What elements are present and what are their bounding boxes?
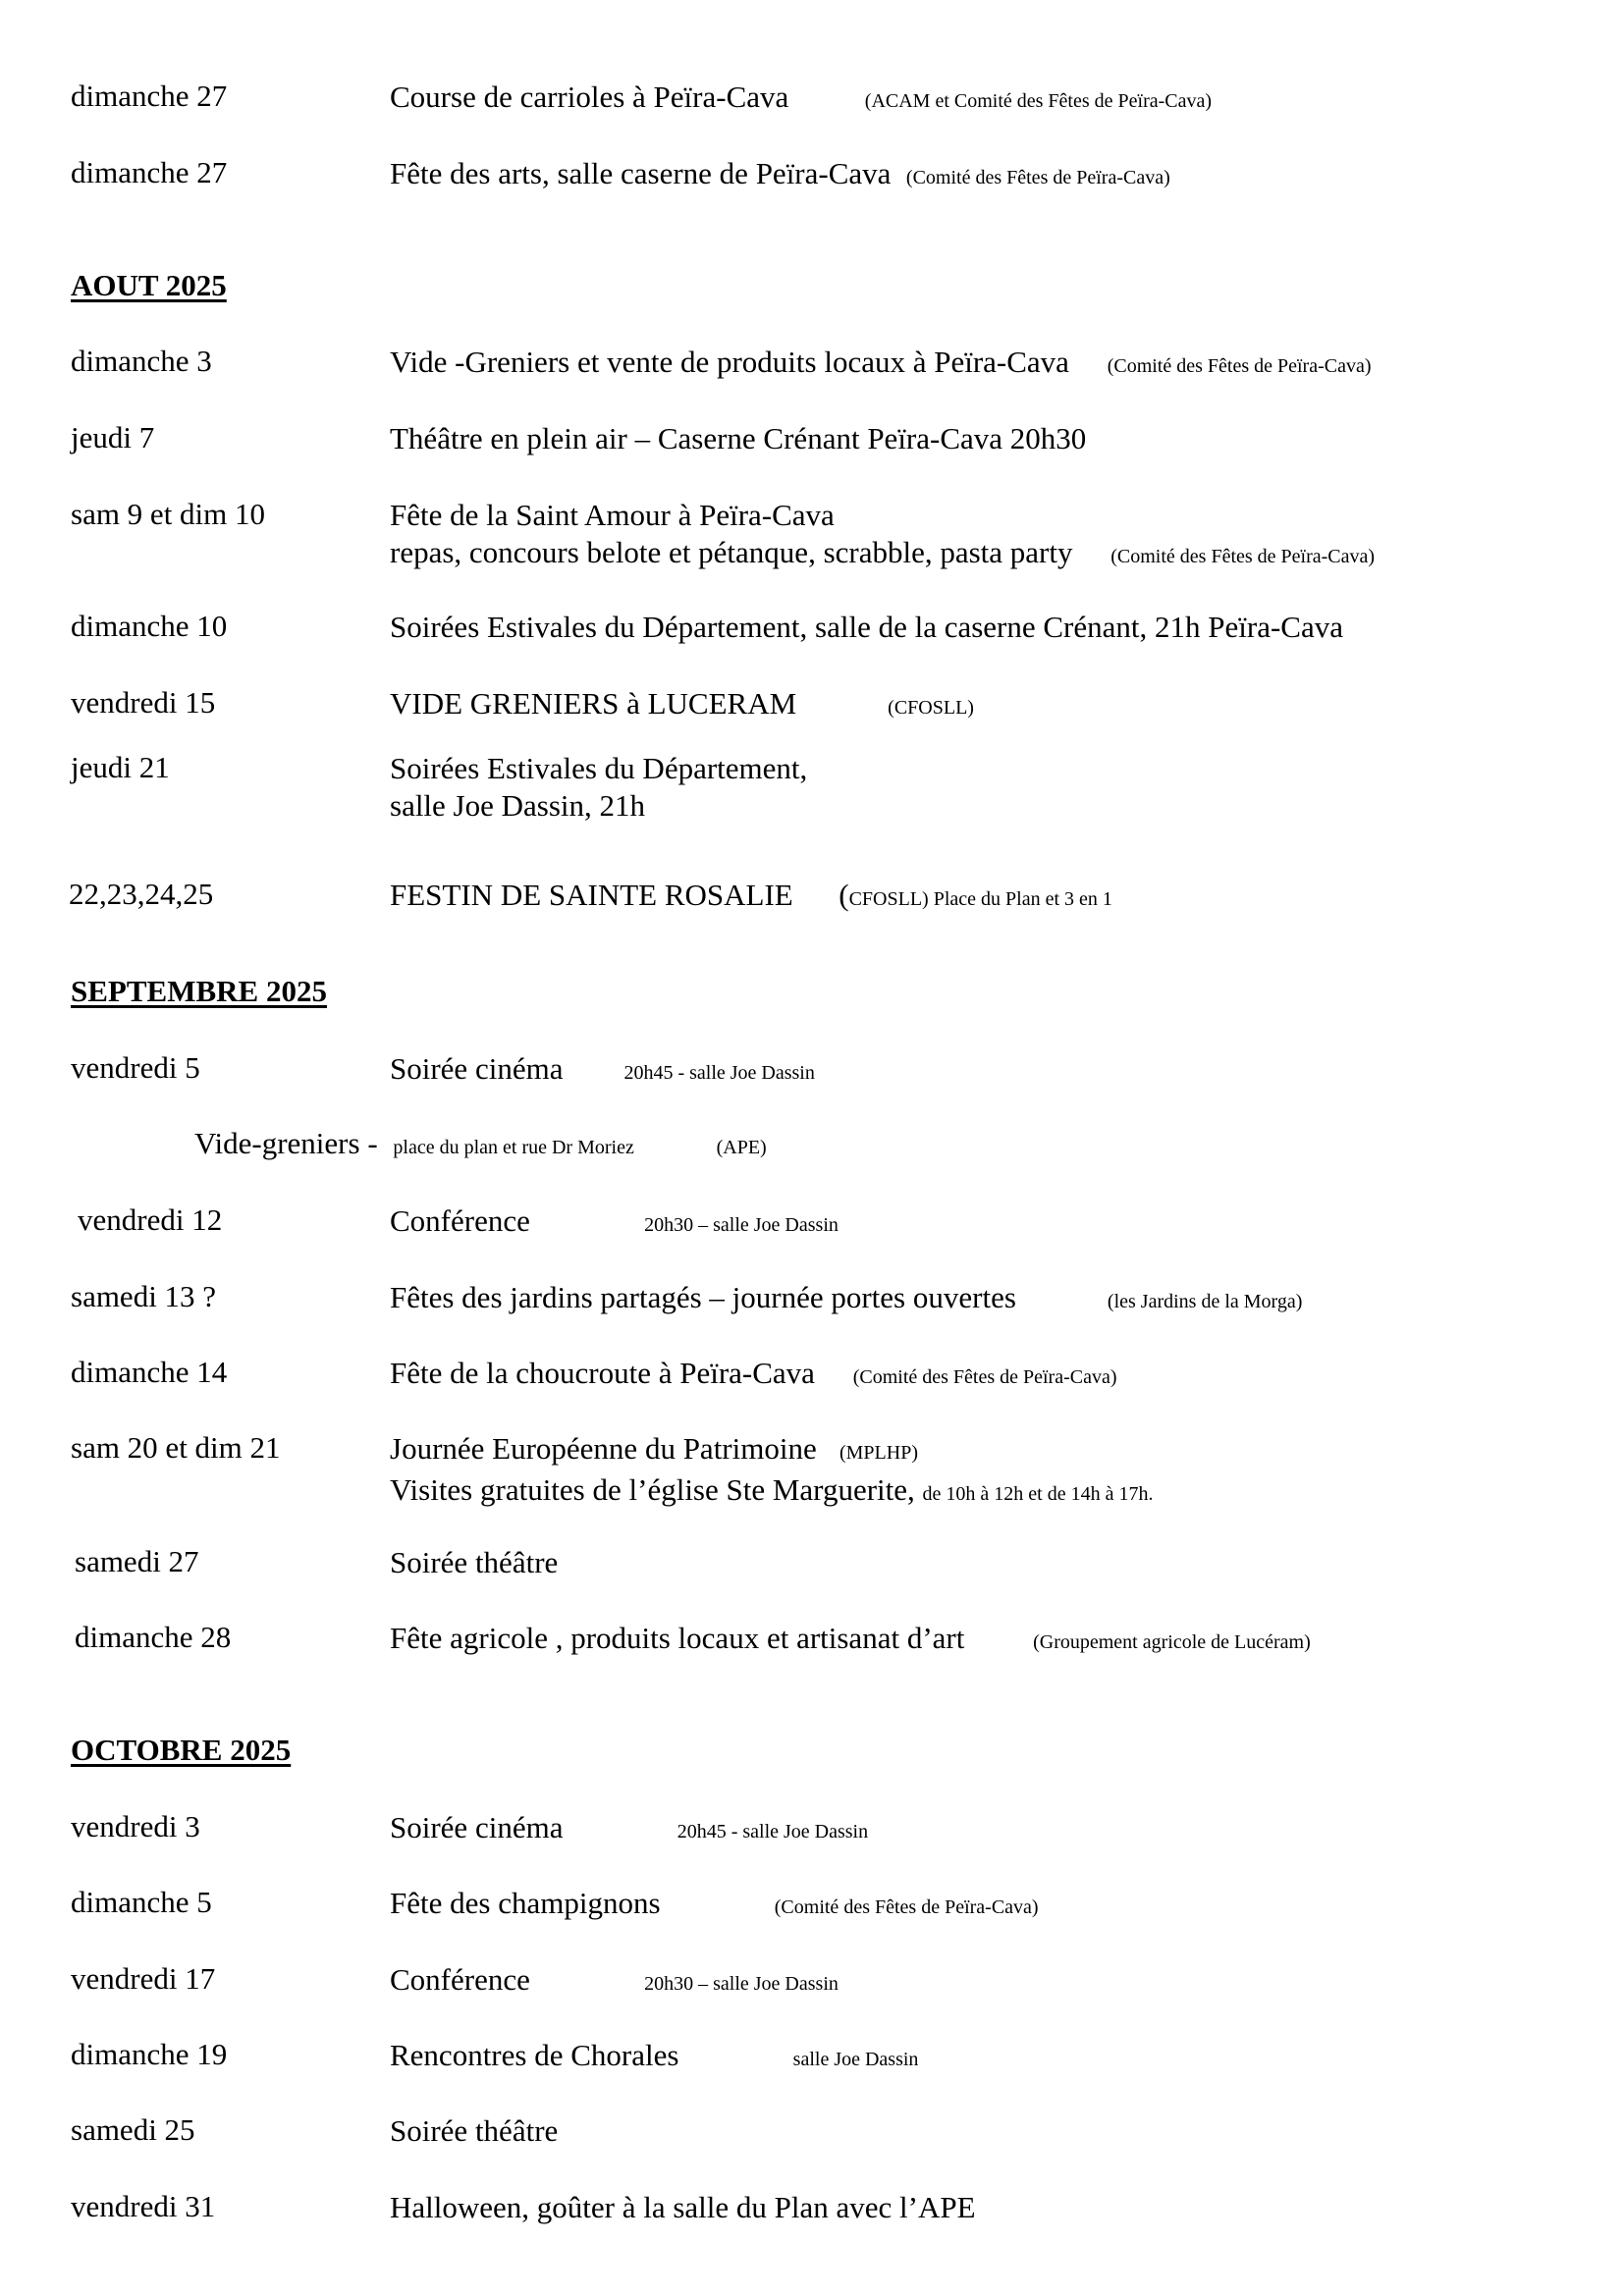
- event-title: Halloween, goûter à la salle du Plan avec l’APE: [390, 2190, 976, 2224]
- event-date: vendredi 31: [71, 2189, 216, 2223]
- event-date: dimanche 27: [71, 79, 228, 113]
- month-heading: OCTOBRE 2025: [71, 1733, 292, 1767]
- event-title: Fête agricole , produits locaux et artisanat d’art: [390, 1621, 965, 1655]
- event-title: Théâtre en plein air – Caserne Crénant Peïra-Cava 20h30: [390, 421, 1087, 455]
- event-date: 22,23,24,25: [69, 877, 214, 911]
- event-organizer: 20h30 – salle Joe Dassin: [644, 1214, 839, 1236]
- spacer: [530, 1962, 644, 1997]
- spacer: [796, 686, 888, 721]
- spacer: [1073, 535, 1111, 569]
- event-detail: Visites gratuites de l’église Ste Marguerite,: [390, 1472, 915, 1507]
- event-description: [390, 1279, 1302, 1320]
- event-description: [390, 1430, 1153, 1513]
- event-description: [390, 344, 1372, 385]
- event-organizer: (Comité des Fêtes de Peïra-Cava): [1110, 546, 1376, 567]
- event-date: dimanche 5: [71, 1885, 212, 1919]
- event-date: samedi 27: [75, 1544, 199, 1578]
- spacer: [915, 1472, 923, 1507]
- event-title: Soirée théâtre: [390, 2113, 559, 2148]
- event-description: [390, 1544, 558, 1581]
- event-description: [390, 2112, 558, 2150]
- event-detail: repas, concours belote et pétanque, scrabble, pasta party: [390, 535, 1073, 569]
- event-description: [390, 1202, 839, 1244]
- event-description: [390, 609, 1343, 646]
- event-date: dimanche 14: [71, 1355, 228, 1389]
- event-title: Soirées Estivales du Département,: [390, 751, 808, 785]
- event-organizer: 20h45 - salle Joe Dassin: [623, 1062, 815, 1084]
- event-date: jeudi 7: [71, 420, 155, 454]
- event-description: [390, 2189, 976, 2226]
- event-organizer: (Groupement agricole de Lucéram): [1033, 1631, 1311, 1653]
- event-description: [390, 685, 974, 726]
- event-detail: salle Joe Dassin, 21h: [390, 788, 646, 823]
- event-date: dimanche 19: [71, 2037, 228, 2071]
- event-title: FESTIN DE SAINTE ROSALIE: [390, 878, 793, 912]
- event-description: [390, 1961, 839, 2002]
- event-description: [194, 1126, 767, 1161]
- spacer: [964, 1621, 1033, 1655]
- spacer: [891, 156, 906, 190]
- event-title: Soirée théâtre: [390, 1545, 559, 1579]
- event-description: [390, 1620, 1311, 1661]
- event-title: Soirées Estivales du Département, salle de la caserne Crénant, 21h Peïra-Cava: [390, 610, 1343, 644]
- event-organizer: 20h45 - salle Joe Dassin: [677, 1821, 869, 1842]
- event-description: [390, 155, 1170, 196]
- event-date: jeudi 21: [71, 750, 170, 784]
- event-date: vendredi 15: [71, 685, 216, 720]
- event-date: samedi 13 ?: [71, 1279, 217, 1313]
- event-date: dimanche 10: [71, 609, 228, 643]
- event-title: Fête de la choucroute à Peïra-Cava: [390, 1356, 815, 1390]
- spacer: [563, 1051, 623, 1086]
- event-title: Journée Européenne du Patrimoine: [390, 1431, 817, 1466]
- event-title: Soirée cinéma: [390, 1051, 564, 1086]
- event-organizer: (Comité des Fêtes de Peïra-Cava): [905, 167, 1170, 188]
- event-place: place du plan et rue Dr Moriez: [393, 1137, 634, 1158]
- event-description: [390, 1809, 868, 1850]
- event-description: [390, 750, 807, 825]
- spacer: [530, 1203, 644, 1238]
- spacer: [817, 1431, 839, 1466]
- event-description: [390, 1885, 1039, 1926]
- event-date: dimanche 27: [71, 155, 228, 189]
- event-title: Conférence: [390, 1962, 530, 1997]
- spacer: [563, 1810, 677, 1844]
- event-description: [390, 877, 1112, 918]
- event-description: [390, 497, 1375, 575]
- event-hours: de 10h à 12h et de 14h à 17h.: [922, 1483, 1154, 1505]
- event-organizer: (CFOSLL): [888, 697, 974, 719]
- event-organizer: 20h30 – salle Joe Dassin: [644, 1973, 839, 1995]
- event-description: [390, 420, 1086, 457]
- event-title: Vide -Greniers et vente de produits locaux à Peïra-Cava: [390, 345, 1069, 379]
- event-date: vendredi 5: [71, 1050, 200, 1085]
- event-description: [390, 1355, 1117, 1396]
- event-organizer: (Comité des Fêtes de Peïra-Cava): [774, 1896, 1039, 1918]
- month-heading: AOUT 2025: [71, 268, 227, 302]
- spacer: (: [792, 878, 849, 912]
- event-description: [390, 79, 1212, 120]
- event-date: vendredi 17: [71, 1961, 216, 1996]
- event-title: Soirée cinéma: [390, 1810, 564, 1844]
- event-date: samedi 25: [71, 2112, 195, 2147]
- event-organizer: (APE): [716, 1137, 767, 1158]
- event-title: Conférence: [390, 1203, 530, 1238]
- event-date: vendredi 12: [78, 1202, 223, 1237]
- event-date: sam 9 et dim 10: [71, 497, 266, 531]
- spacer: [788, 80, 865, 114]
- event-title: Course de carrioles à Peïra-Cava: [390, 80, 789, 114]
- event-organizer: salle Joe Dassin: [792, 2049, 919, 2070]
- event-title: Rencontres de Chorales: [390, 2038, 679, 2072]
- event-title: Fêtes des jardins partagés – journée portes ouvertes: [390, 1280, 1016, 1314]
- event-title: Fête des arts, salle caserne de Peïra-Cava: [390, 156, 892, 190]
- spacer: [661, 1886, 775, 1920]
- event-description: [390, 2037, 918, 2078]
- event-title: Fête des champignons: [390, 1886, 661, 1920]
- event-date: dimanche 3: [71, 344, 212, 378]
- event-organizer: (Comité des Fêtes de Peïra-Cava): [1107, 355, 1372, 377]
- event-organizer: (Comité des Fêtes de Peïra-Cava): [852, 1366, 1117, 1388]
- event-date: sam 20 et dim 21: [71, 1430, 281, 1465]
- event-title: Vide-greniers -: [194, 1126, 378, 1160]
- spacer: [1016, 1280, 1108, 1314]
- spacer: [678, 2038, 792, 2072]
- event-organizer: (les Jardins de la Morga): [1107, 1291, 1303, 1312]
- event-date: vendredi 3: [71, 1809, 200, 1843]
- month-heading: SEPTEMBRE 2025: [71, 974, 327, 1008]
- spacer: [1069, 345, 1108, 379]
- spacer: [815, 1356, 853, 1390]
- event-description: [390, 1050, 815, 1092]
- event-title: Fête de la Saint Amour à Peïra-Cava: [390, 498, 835, 532]
- event-title: VIDE GRENIERS à LUCERAM: [390, 686, 797, 721]
- event-organizer: (MPLHP): [839, 1442, 918, 1464]
- event-organizer: (ACAM et Comité des Fêtes de Peïra-Cava): [864, 90, 1213, 112]
- event-date: dimanche 28: [75, 1620, 232, 1654]
- event-organizer: CFOSLL) Place du Plan et 3 en 1: [848, 888, 1112, 910]
